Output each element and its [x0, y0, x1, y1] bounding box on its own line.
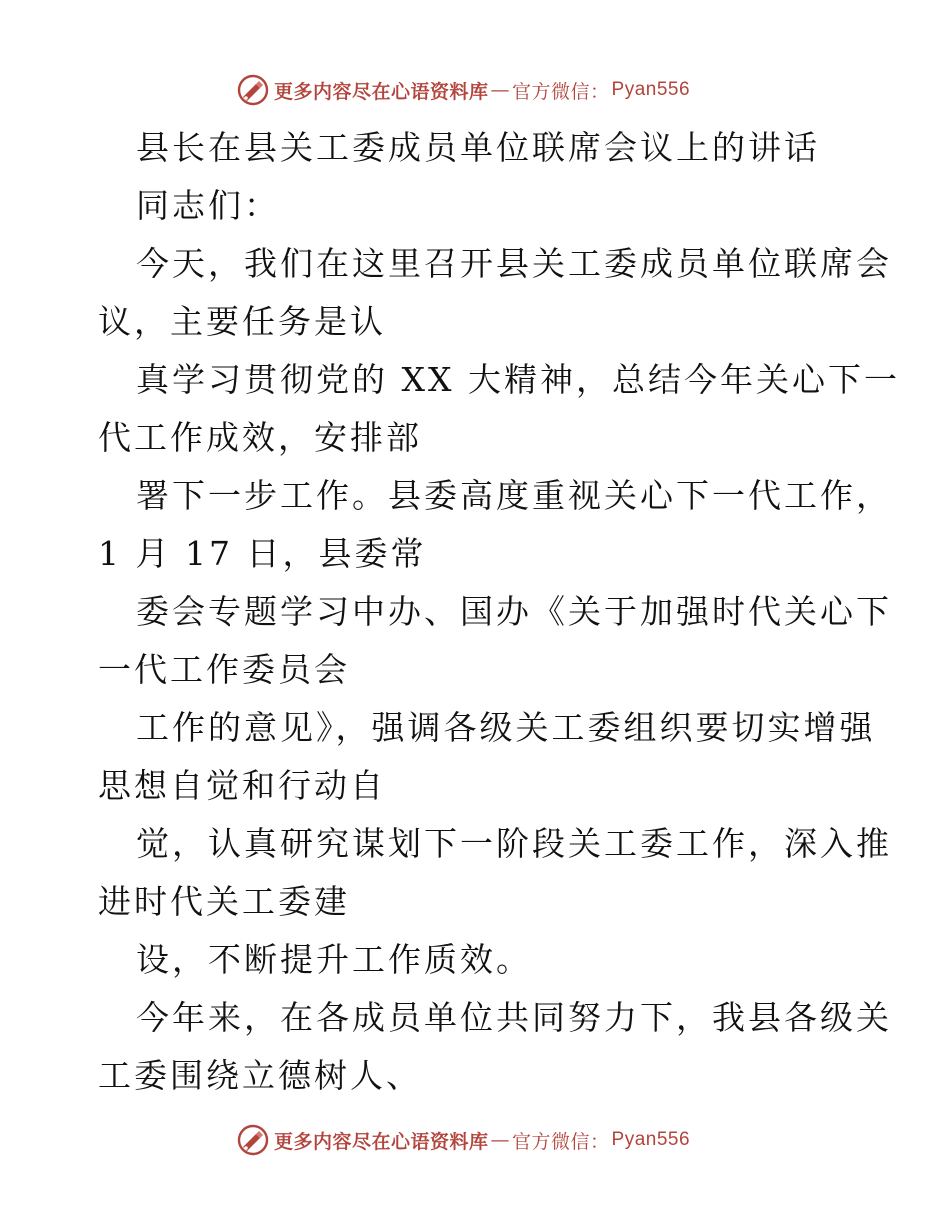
document-title: 县长在县关工委成员单位联席会议上的讲话: [136, 128, 820, 167]
text-line: 代工作成效，安排部: [98, 418, 422, 457]
banner-text: 更多内容尽在心语资料库: [274, 80, 489, 103]
text-line: 1 月 17 日，县委常: [98, 534, 427, 573]
text-line: 署下一步工作。县委高度重视关心下一代工作，: [136, 476, 892, 515]
banner-dash: —: [490, 79, 511, 101]
text-line: 工委围绕立德树人、: [98, 1056, 422, 1095]
text-line: 觉，认真研究谋划下一阶段关工委工作，深入推: [136, 824, 892, 863]
banner-text: 更多内容尽在心语资料库: [274, 1130, 489, 1153]
text-line: 议，主要任务是认: [98, 302, 386, 341]
text-line: 思想自觉和行动自: [98, 766, 386, 805]
text-line: 进时代关工委建: [98, 882, 350, 921]
header-banner: [236, 72, 690, 108]
banner-wechat-id: Pyan556: [611, 79, 691, 100]
text-line: 一代工作委员会: [98, 650, 350, 689]
footer-banner: [236, 1122, 690, 1158]
text-line: 真学习贯彻党的 XX 大精神，总结今年关心下一: [136, 360, 900, 399]
text-line: 同志们：: [136, 186, 280, 225]
text-line: 今天，我们在这里召开县关工委成员单位联席会: [136, 244, 892, 283]
banner-dash: —: [490, 1129, 511, 1151]
banner-wechat-label: 官方微信：: [512, 80, 610, 103]
text-line: 设，不断提升工作质效。: [136, 940, 532, 979]
text-line: 今年来，在各成员单位共同努力下，我县各级关: [136, 998, 892, 1037]
pen-circle-logo-icon: [236, 73, 270, 107]
banner-wechat-id: Pyan556: [611, 1129, 691, 1150]
text-line: 工作的意见》，强调各级关工委组织要切实增强: [136, 708, 876, 747]
text-line: 委会专题学习中办、国办《关于加强时代关心下: [136, 592, 892, 631]
pen-circle-logo-icon: [236, 1123, 270, 1157]
banner-wechat-label: 官方微信：: [512, 1130, 610, 1153]
